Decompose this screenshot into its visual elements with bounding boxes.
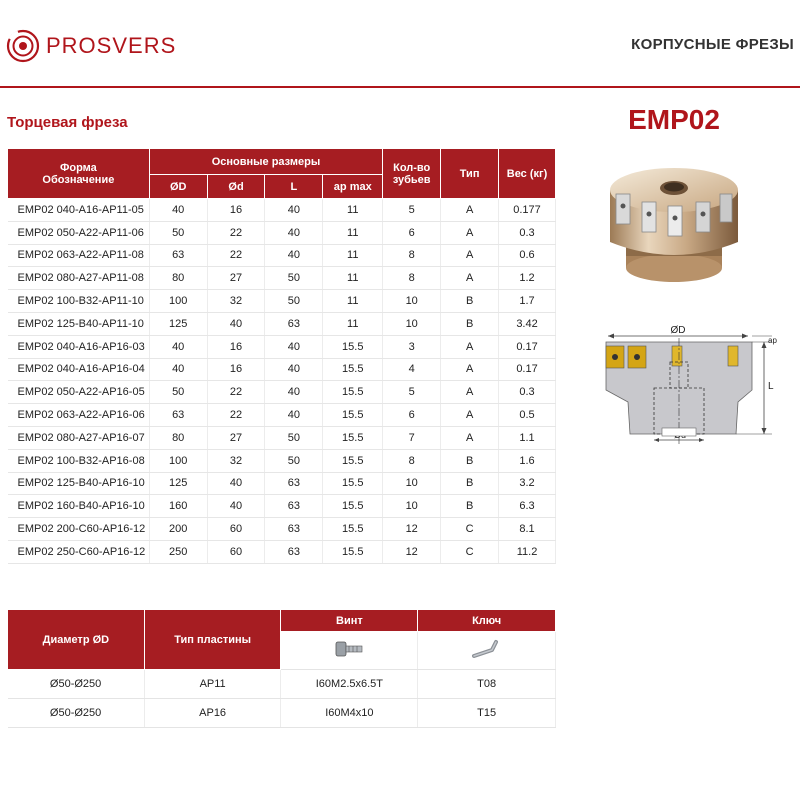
cell-teeth: 3 [383, 335, 441, 358]
section-title: КОРПУСНЫЕ ФРЕЗЫ [631, 36, 794, 53]
cell-type: B [441, 449, 499, 472]
cell-L: 50 [265, 290, 323, 313]
cell-designation: EMP02 040-A16-AP16-03 [8, 335, 150, 358]
header-teeth: Кол-во зубьев [383, 149, 441, 199]
cell-teeth: 8 [383, 244, 441, 267]
cell-ap: 15.5 [323, 358, 383, 381]
cell-d: 40 [207, 495, 265, 518]
cell-L: 63 [265, 472, 323, 495]
cell-ap: 11 [323, 312, 383, 335]
screw-image-cell [281, 632, 418, 670]
cell-ap: 11 [323, 199, 383, 222]
cell-d: 22 [207, 404, 265, 427]
cell-weight: 1.6 [499, 449, 556, 472]
cell-ap: 15.5 [323, 495, 383, 518]
cell-diameter: Ø50-Ø250 [8, 670, 145, 699]
torx-key-icon [470, 636, 504, 662]
header-key: Ключ [418, 610, 556, 632]
drawing-label-L: L [768, 381, 774, 392]
cell-weight: 0.3 [499, 221, 556, 244]
cell-d: 60 [207, 540, 265, 563]
header-D: ØD [149, 175, 207, 199]
cell-d: 27 [207, 267, 265, 290]
prosvers-logo-icon [6, 29, 40, 63]
cell-d: 22 [207, 381, 265, 404]
cell-weight: 0.5 [499, 404, 556, 427]
cell-teeth: 10 [383, 495, 441, 518]
cell-d: 40 [207, 312, 265, 335]
table-row [8, 312, 556, 335]
cell-L: 40 [265, 221, 323, 244]
cell-L: 40 [265, 404, 323, 427]
cell-ap: 11 [323, 244, 383, 267]
cell-type: B [441, 495, 499, 518]
cell-d: 60 [207, 518, 265, 541]
cell-d: 16 [207, 358, 265, 381]
cell-weight: 0.3 [499, 381, 556, 404]
screw-icon [332, 636, 366, 662]
table-row [8, 381, 556, 404]
cell-weight: 0.17 [499, 335, 556, 358]
cell-key: T15 [418, 699, 556, 728]
cell-ap: 15.5 [323, 518, 383, 541]
cell-weight: 1.2 [499, 267, 556, 290]
cell-type: A [441, 335, 499, 358]
cell-L: 63 [265, 540, 323, 563]
cell-D: 200 [149, 518, 207, 541]
cell-designation: EMP02 200-C60-AP16-12 [8, 518, 150, 541]
cell-screw: I60M4x10 [281, 699, 418, 728]
cell-D: 40 [149, 335, 207, 358]
table-row [8, 670, 556, 699]
cell-designation: EMP02 063-A22-AP11-08 [8, 244, 150, 267]
cell-teeth: 7 [383, 426, 441, 449]
cell-D: 125 [149, 312, 207, 335]
header-L: L [265, 175, 323, 199]
table-row [8, 540, 556, 563]
cell-weight: 1.7 [499, 290, 556, 313]
cell-weight: 11.2 [499, 540, 556, 563]
cell-L: 40 [265, 244, 323, 267]
cell-D: 100 [149, 449, 207, 472]
header-screw: Винт [281, 610, 418, 632]
cell-L: 40 [265, 358, 323, 381]
cell-L: 63 [265, 312, 323, 335]
table-row [8, 335, 556, 358]
cell-key: T08 [418, 670, 556, 699]
cell-ap: 11 [323, 267, 383, 290]
cell-teeth: 6 [383, 221, 441, 244]
cell-ap: 15.5 [323, 472, 383, 495]
cell-d: 32 [207, 290, 265, 313]
cell-teeth: 10 [383, 472, 441, 495]
accessories-body [8, 670, 556, 728]
cell-weight: 0.17 [499, 358, 556, 381]
cell-D: 50 [149, 381, 207, 404]
specifications-table [7, 148, 556, 564]
cell-d: 16 [207, 335, 265, 358]
cell-teeth: 8 [383, 267, 441, 290]
header-main-dims: Основные размеры [149, 149, 382, 175]
header-ap: ap max [323, 175, 383, 199]
accessories-table [7, 609, 556, 728]
cell-designation: EMP02 080-A27-AP11-08 [8, 267, 150, 290]
table-row [8, 699, 556, 728]
cell-ap: 15.5 [323, 404, 383, 427]
drawing-label-D: ØD [670, 325, 686, 336]
cell-ap: 11 [323, 221, 383, 244]
page-header [0, 0, 800, 90]
cell-L: 63 [265, 518, 323, 541]
cell-D: 160 [149, 495, 207, 518]
cell-L: 40 [265, 381, 323, 404]
table-row [8, 404, 556, 427]
table-row [8, 290, 556, 313]
cell-screw: I60M2.5x6.5T [281, 670, 418, 699]
brand-name: PROSVERS [46, 33, 177, 58]
technical-drawing [596, 322, 786, 456]
cell-teeth: 10 [383, 312, 441, 335]
cell-d: 32 [207, 449, 265, 472]
cell-L: 50 [265, 267, 323, 290]
cell-weight: 6.3 [499, 495, 556, 518]
table-row [8, 358, 556, 381]
cell-D: 63 [149, 244, 207, 267]
cell-ap: 15.5 [323, 449, 383, 472]
cell-teeth: 8 [383, 449, 441, 472]
cell-type: A [441, 267, 499, 290]
cell-designation: EMP02 040-A16-AP11-05 [8, 199, 150, 222]
cell-ap: 15.5 [323, 540, 383, 563]
cell-teeth: 5 [383, 199, 441, 222]
cell-L: 50 [265, 449, 323, 472]
cell-teeth: 4 [383, 358, 441, 381]
page-subtitle: Торцевая фреза [7, 114, 128, 131]
table-row [8, 426, 556, 449]
cell-D: 125 [149, 472, 207, 495]
table-row [8, 199, 556, 222]
cell-type: C [441, 540, 499, 563]
cell-ap: 15.5 [323, 426, 383, 449]
header-diameter: Диаметр ØD [8, 610, 145, 670]
key-image-cell [418, 632, 556, 670]
cell-teeth: 5 [383, 381, 441, 404]
table-row [8, 221, 556, 244]
cell-L: 40 [265, 199, 323, 222]
cell-D: 50 [149, 221, 207, 244]
cell-ap: 11 [323, 290, 383, 313]
brand-logo [6, 28, 176, 64]
cell-type: A [441, 358, 499, 381]
drawing-label-ap: ap [768, 336, 777, 345]
cell-designation: EMP02 100-B32-AP11-10 [8, 290, 150, 313]
cell-teeth: 6 [383, 404, 441, 427]
table-row [8, 472, 556, 495]
cell-type: B [441, 312, 499, 335]
cell-insert_type: AP16 [144, 699, 281, 728]
cell-weight: 0.6 [499, 244, 556, 267]
cell-ap: 15.5 [323, 381, 383, 404]
cell-L: 50 [265, 426, 323, 449]
cell-D: 80 [149, 267, 207, 290]
cell-D: 100 [149, 290, 207, 313]
header-insert-type: Тип пластины [144, 610, 281, 670]
cell-weight: 1.1 [499, 426, 556, 449]
cell-d: 16 [207, 199, 265, 222]
header-type: Тип [441, 149, 499, 199]
cell-weight: 3.42 [499, 312, 556, 335]
cell-type: C [441, 518, 499, 541]
cell-d: 40 [207, 472, 265, 495]
cell-designation: EMP02 050-A22-AP16-05 [8, 381, 150, 404]
cell-L: 63 [265, 495, 323, 518]
cell-ap: 15.5 [323, 335, 383, 358]
cell-designation: EMP02 063-A22-AP16-06 [8, 404, 150, 427]
table-row [8, 495, 556, 518]
header-divider [0, 86, 800, 88]
cell-weight: 8.1 [499, 518, 556, 541]
cell-type: A [441, 426, 499, 449]
cell-d: 27 [207, 426, 265, 449]
cell-teeth: 12 [383, 540, 441, 563]
cell-type: A [441, 404, 499, 427]
table-row [8, 449, 556, 472]
cell-d: 22 [207, 244, 265, 267]
cell-designation: EMP02 250-C60-AP16-12 [8, 540, 150, 563]
cell-teeth: 10 [383, 290, 441, 313]
cell-insert_type: AP11 [144, 670, 281, 699]
cell-D: 40 [149, 358, 207, 381]
cell-type: A [441, 221, 499, 244]
header-designation: Форма Обозначение [8, 149, 150, 199]
cell-designation: EMP02 125-B40-AP16-10 [8, 472, 150, 495]
header-weight: Вес (кг) [499, 149, 556, 199]
cell-diameter: Ø50-Ø250 [8, 699, 145, 728]
cell-designation: EMP02 080-A27-AP16-07 [8, 426, 150, 449]
cell-type: A [441, 381, 499, 404]
cell-designation: EMP02 050-A22-AP11-06 [8, 221, 150, 244]
cell-designation: EMP02 125-B40-AP11-10 [8, 312, 150, 335]
cell-weight: 3.2 [499, 472, 556, 495]
table-row [8, 518, 556, 541]
cell-L: 40 [265, 335, 323, 358]
cell-D: 250 [149, 540, 207, 563]
cell-d: 22 [207, 221, 265, 244]
cell-type: B [441, 472, 499, 495]
cell-designation: EMP02 160-B40-AP16-10 [8, 495, 150, 518]
table-row [8, 244, 556, 267]
cell-type: A [441, 244, 499, 267]
cell-teeth: 12 [383, 518, 441, 541]
cell-designation: EMP02 040-A16-AP16-04 [8, 358, 150, 381]
specifications-body [8, 199, 556, 564]
table-row [8, 267, 556, 290]
cell-D: 63 [149, 404, 207, 427]
cell-designation: EMP02 100-B32-AP16-08 [8, 449, 150, 472]
cell-D: 80 [149, 426, 207, 449]
milling-cutter-photo [604, 150, 744, 290]
cell-weight: 0.177 [499, 199, 556, 222]
cell-type: B [441, 290, 499, 313]
header-d: Ød [207, 175, 265, 199]
cell-D: 40 [149, 199, 207, 222]
product-code: EMP02 [628, 104, 720, 135]
cell-type: A [441, 199, 499, 222]
